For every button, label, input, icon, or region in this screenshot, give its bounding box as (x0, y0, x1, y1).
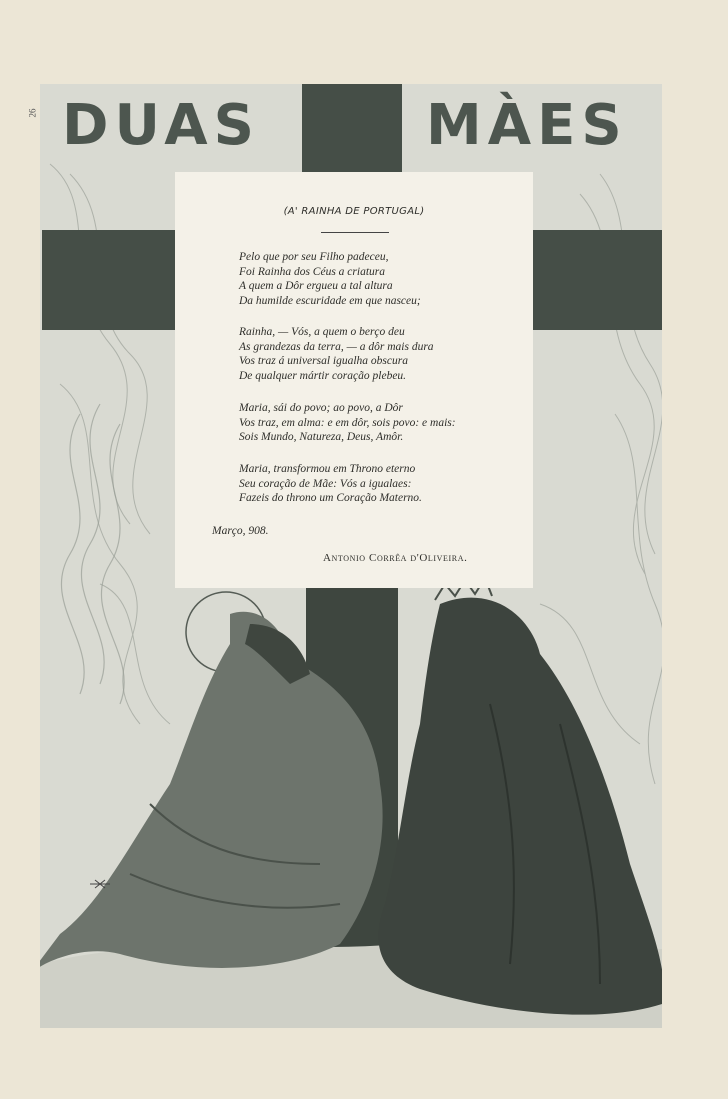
verse-line: Vos traz, em alma: e em dôr, sois povo: e mais: (239, 416, 456, 429)
verse-line: Fazeis do throno um Coração Materno. (239, 492, 422, 505)
verse-line: A quem a Dôr ergueu a tal altura (239, 280, 393, 293)
stanza-4 (239, 462, 422, 506)
verse-line: Pelo que por seu Filho padeceu, (239, 251, 389, 263)
author-name: Antonio Corrêa d'Oliveira. (323, 552, 468, 564)
verse-line: Vos traz á universal igualha obscura (239, 355, 408, 368)
verse-line: Seu coração de Mãe: Vós a igualaes: (239, 477, 412, 490)
stanza-2 (239, 325, 434, 383)
divider-rule (321, 232, 389, 233)
illustration-plate (40, 84, 662, 1028)
verse-line: Maria, transformou em Throno eterno (239, 463, 416, 475)
poem-card (175, 172, 533, 588)
poem-date: Março, 908. (212, 525, 269, 537)
verse-line: Da humilde escuridade em que nasceu; (239, 294, 421, 307)
page-number: 26 (27, 108, 38, 118)
verse-line: Maria, sái do povo; ao povo, a Dôr (239, 402, 403, 414)
poem-dedication: (A' RAINHA DE PORTUGAL) (283, 206, 425, 217)
stanza-1 (239, 250, 421, 308)
verse-line: Foi Rainha dos Céus a criatura (239, 265, 385, 278)
poem-author (323, 552, 467, 564)
verse-line: As grandezas da terra, — a dôr mais dura (239, 340, 434, 353)
verse-line: Rainha, — Vós, a quem o berço deu (239, 326, 405, 338)
verse-line: De qualquer mártir coração plebeu. (239, 369, 407, 382)
verse-line: Sois Mundo, Natureza, Deus, Amôr. (239, 431, 404, 444)
stanza-3 (239, 401, 456, 445)
title-left-word: DUAS (62, 93, 260, 158)
title-right-word: MÀES (426, 93, 628, 158)
